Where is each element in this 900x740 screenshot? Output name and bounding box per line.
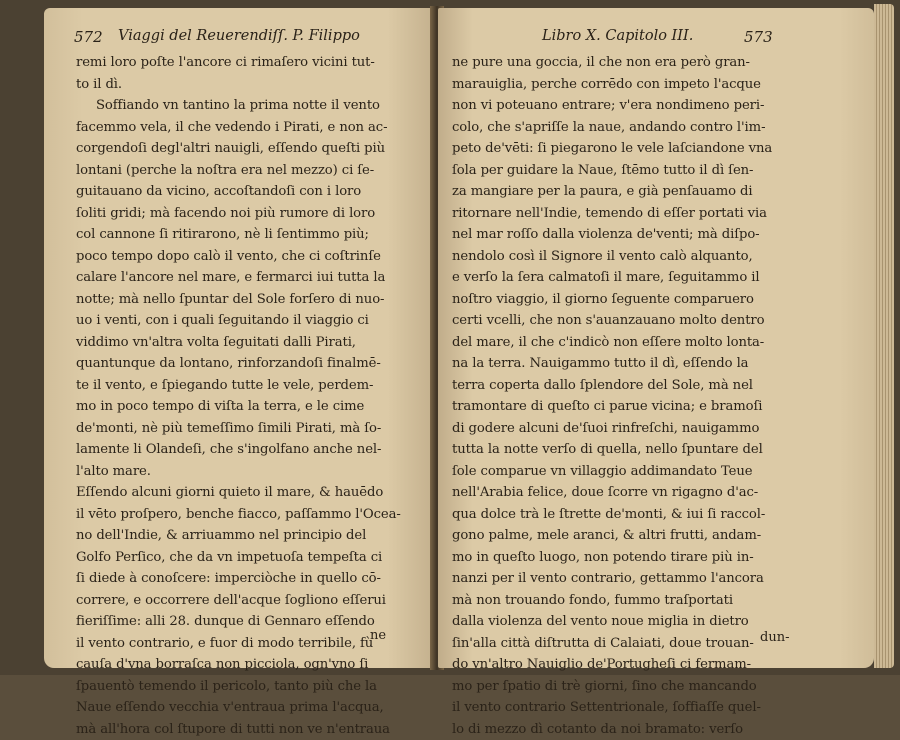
text-line: mo per ſpatio di trè giorni, ſino che mancando (452, 676, 800, 698)
text-line: Soffiando vn tantino la prima notte il vento (76, 95, 422, 117)
text-line: il vento contrario, e fuor di modo terribile, fù (76, 633, 422, 655)
text-line: poco tempo dopo calò il vento, che ci coſtrinſe (76, 246, 422, 268)
text-line: nendolo così il Signore il vento calò alquanto, (452, 246, 800, 268)
text-line: tramontare di queſto ci parue vicina; e bramoſi (452, 396, 800, 418)
text-line: tutta la notte verſo di quella, nello ſpuntare del (452, 439, 800, 461)
left-page-number: 572 (74, 28, 103, 46)
text-line: lo di mezzo dì cotanto da noi bramato: verſo (452, 719, 800, 740)
text-line: uo i venti, con i quali ſeguitando il viaggio ci (76, 310, 422, 332)
text-line: certi vcelli, che non s'auanzauano molto dentro (452, 310, 800, 332)
text-line: Golfo Perſico, che da vn impetuoſa tempeſta ci (76, 547, 422, 569)
text-line: ne pure una goccia, il che non era però gran- (452, 52, 800, 74)
text-line: ſola per guidare la Naue, ſtēmo tutto il dì ſen- (452, 160, 800, 182)
text-line: cauſa d'vna borraſca non picciola, ogn'vno ſi (76, 654, 422, 676)
text-line: za mangiare per la paura, e già penſauamo di (452, 181, 800, 203)
text-line: lamente li Olandeſi, che s'ingolfano anche nel- (76, 439, 422, 461)
text-line: non vi poteuano entrare; v'era nondimeno peri- (452, 95, 800, 117)
text-line: ritornare nell'Indie, temendo di eſſer portati via (452, 203, 800, 225)
text-line: l'alto mare. (76, 461, 422, 483)
text-line: viddimo vn'altra volta ſeguitati dalli Pirati, (76, 332, 422, 354)
text-line: de'monti, nè più temeſſimo ſimili Pirati, mà ſo- (76, 418, 422, 440)
left-catchword: ne (370, 628, 386, 643)
text-line: correre, e occorrere dell'acque ſogliono eſſerui (76, 590, 422, 612)
text-line: to il dì. (76, 74, 422, 96)
text-line: il vēto proſpero, benche fiacco, paſſammo l'Ocea- (76, 504, 422, 526)
left-page (44, 8, 434, 668)
text-line: lontani (perche la noſtra era nel mezzo) ci ſe- (76, 160, 422, 182)
text-line: ſin'alla città diſtrutta di Calaiati, doue trouan- (452, 633, 800, 655)
right-page-number: 573 (744, 28, 773, 46)
text-line: calare l'ancore nel mare, e fermarci iui tutta la (76, 267, 422, 289)
right-catchword: dun- (760, 630, 789, 645)
right-running-head: Libro X. Capitolo III. (542, 28, 693, 44)
text-line: mà all'hora col ſtupore di tutti non ve n'entraua (76, 719, 422, 740)
text-line: e verſo la ſera calmatoſi il mare, ſeguitammo il (452, 267, 800, 289)
text-line: col cannone ſi ritirarono, nè li ſentimmo più; (76, 224, 422, 246)
text-line: ſole comparue vn villaggio addimandato Teue (452, 461, 800, 483)
text-line: no dell'Indie, & arriuammo nel principio del (76, 525, 422, 547)
text-line: nanzi per il vento contrario, gettammo l'ancora (452, 568, 800, 590)
text-line: peto de'vēti: ſi piegarono le vele laſciandone vna (452, 138, 800, 160)
text-line: nel mar roſſo dalla violenza de'venti; mà diſpo- (452, 224, 800, 246)
text-line: nell'Arabia felice, doue ſcorre vn rigagno d'ac- (452, 482, 800, 504)
page-edges (874, 4, 894, 668)
text-line: remi loro poſte l'ancore ci rimaſero vicini tut- (76, 52, 422, 74)
text-line: ſi diede à conoſcere: imperciòche in quello cō- (76, 568, 422, 590)
text-line: mà non trouando fondo, fummo traſportati (452, 590, 800, 612)
text-line: colo, che s'apriſſe la naue, andando contro l'im- (452, 117, 800, 139)
left-running-head: Viaggi del Reuerendiſſ. P. Filippo (118, 28, 360, 44)
text-line: terra coperta dallo ſplendore del Sole, mà nel (452, 375, 800, 397)
text-line: noſtro viaggio, il giorno ſeguente comparuero (452, 289, 800, 311)
text-line: gono palme, mele aranci, & altri frutti, andam- (452, 525, 800, 547)
text-line: mo in poco tempo di viſta la terra, e le cime (76, 396, 422, 418)
text-line: ſpauentò temendo il pericolo, tanto più che la (76, 676, 422, 698)
text-line: del mare, il che c'indicò non eſſere molto lonta- (452, 332, 800, 354)
text-line: quantunque da lontano, rinforzandoſi finalmē- (76, 353, 422, 375)
text-line: Naue eſſendo vecchia v'entraua prima l'acqua, (76, 697, 422, 719)
text-line: facemmo vela, il che vedendo i Pirati, e non ac- (76, 117, 422, 139)
text-line: na la terra. Nauigammo tutto il dì, eſſendo la (452, 353, 800, 375)
text-line: dalla violenza del vento noue miglia in dietro (452, 611, 800, 633)
right-page-body-text (452, 52, 800, 740)
text-line: Eſſendo alcuni giorni quieto il mare, & hauēdo (76, 482, 422, 504)
text-line: do vn'altro Nauiglio de'Portugheſi ci fermam- (452, 654, 800, 676)
text-line: il vento contrario Settentrionale, ſoffiaſſe quel- (452, 697, 800, 719)
text-line: corgendoſi degl'altri nauigli, eſſendo queſti più (76, 138, 422, 160)
text-line: di godere alcuni de'ſuoi rinfreſchi, nauigammo (452, 418, 800, 440)
text-line: te il vento, e ſpiegando tutte le vele, perdem- (76, 375, 422, 397)
right-page (438, 8, 874, 668)
text-line: mo in queſto luogo, non potendo tirare più in- (452, 547, 800, 569)
text-line: guitauano da vicino, accoſtandoſi con i loro (76, 181, 422, 203)
text-line: ſoliti gridi; mà facendo noi più rumore di loro (76, 203, 422, 225)
text-line: fieriſſime: alli 28. dunque di Gennaro eſſendo (76, 611, 422, 633)
text-line: marauiglia, perche corrēdo con impeto l'acque (452, 74, 800, 96)
text-line: notte; mà nello ſpuntar del Sole forſero di nuo- (76, 289, 422, 311)
text-line: qua dolce trà le ſtrette de'monti, & iui ſi raccol- (452, 504, 800, 526)
